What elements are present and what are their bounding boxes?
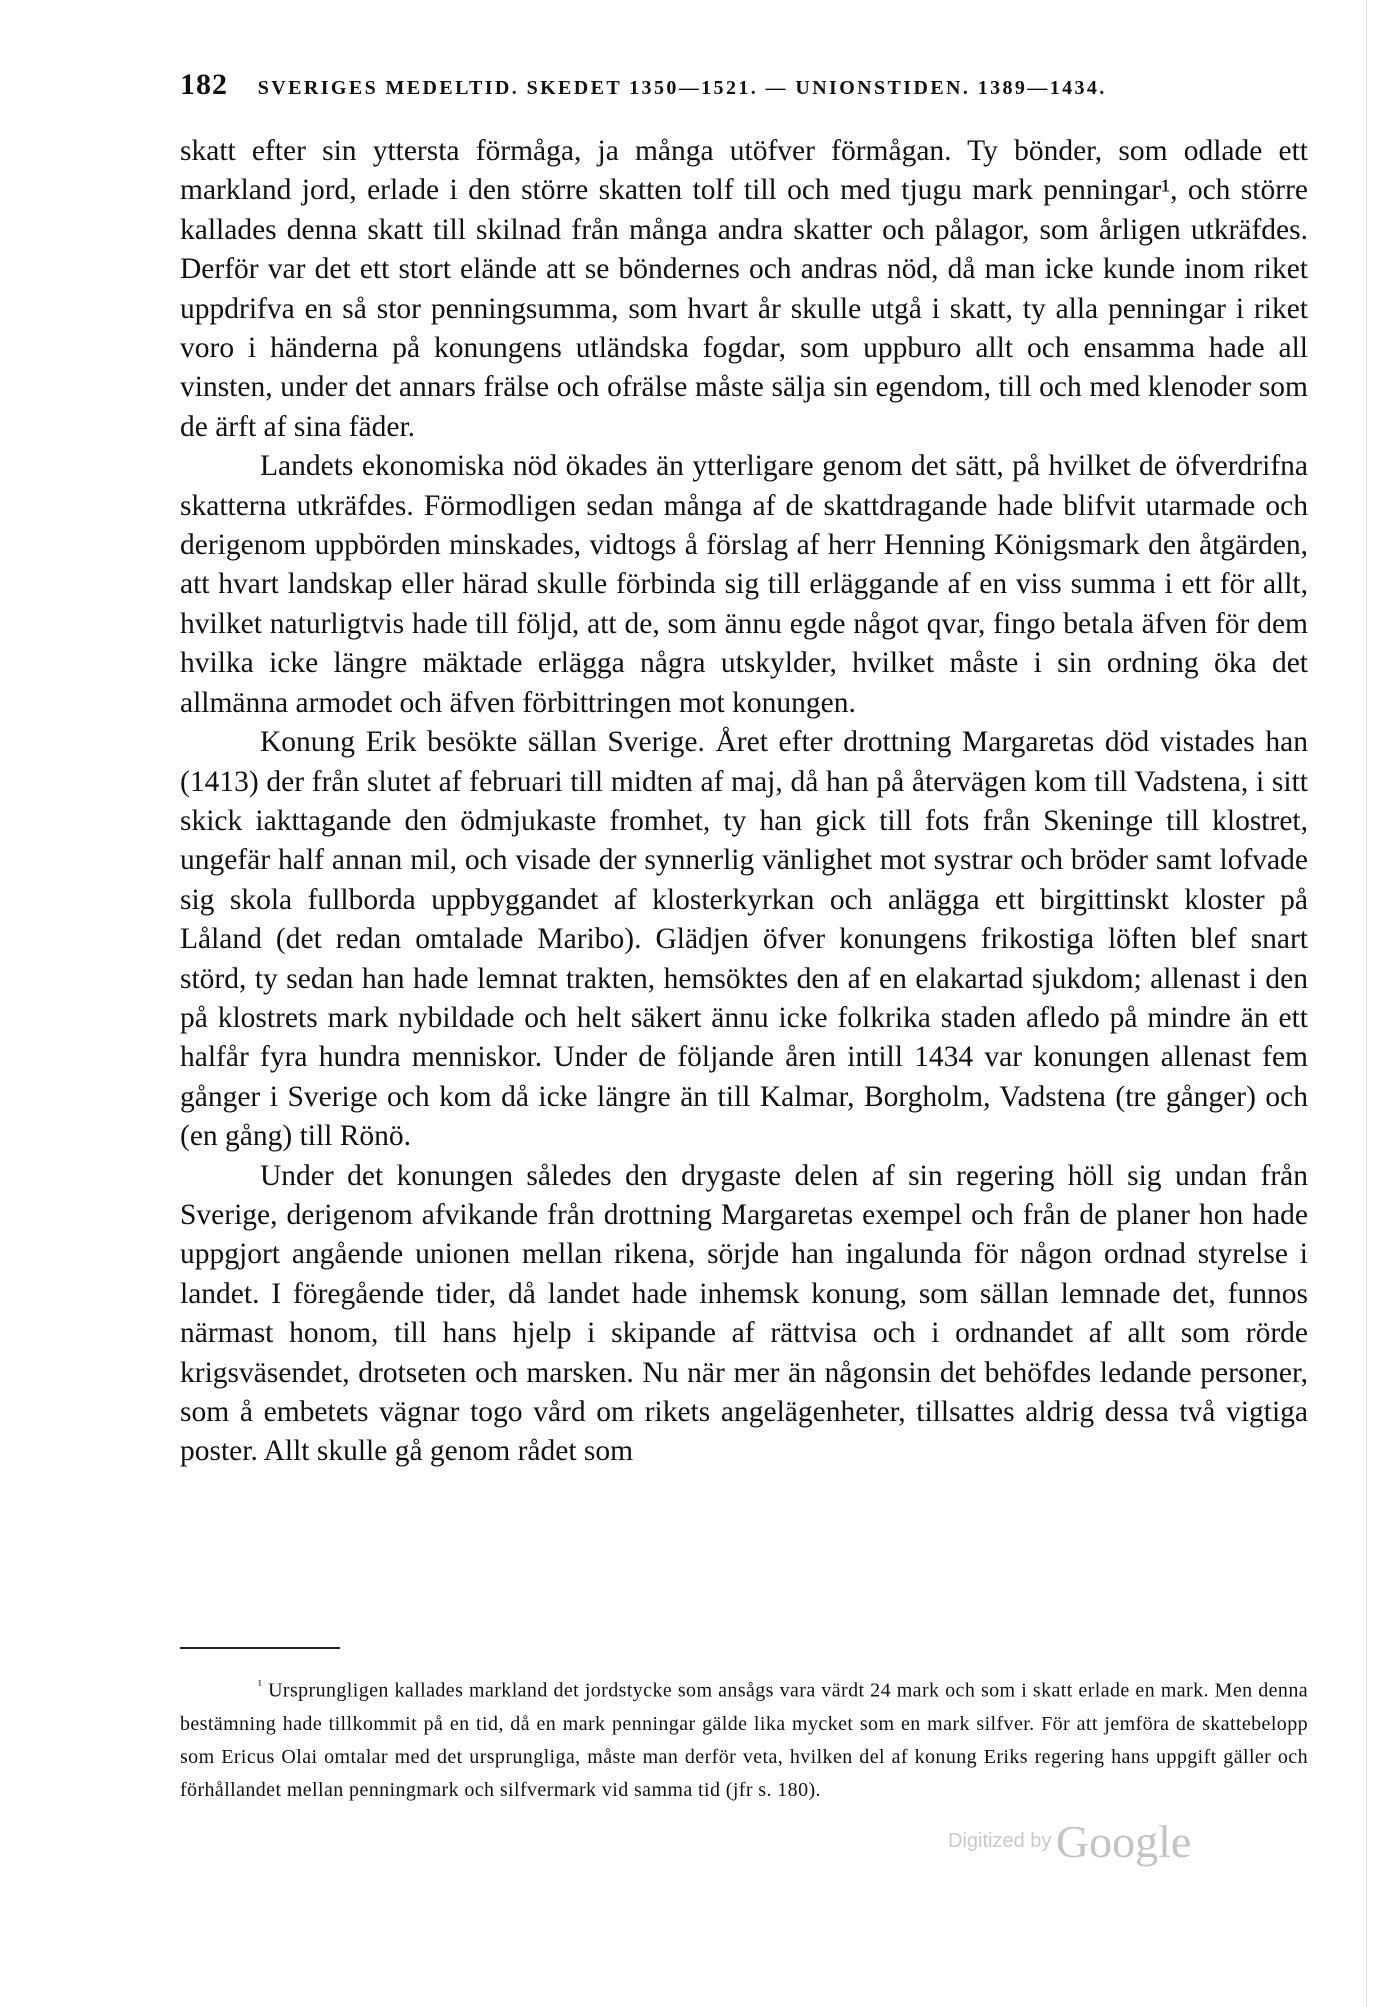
body-text xyxy=(180,132,1308,1472)
footnote-divider xyxy=(180,1647,340,1649)
footnotes xyxy=(180,1668,1308,1807)
paragraph-1: skatt efter sin yttersta förmåga, ja många utöfver förmågan. Ty bönder, som odlade ett markland jord, erlade i den större skatten tolf till och med tjugu mark penningar¹, och större kallades denna skatt till skilnad från många andra skatter och pålagor, som årligen utkräfdes. Derför var det ett stort elände att se böndernes och andras nöd, då man icke kunde inom riket uppdrifva en så stor penningsumma, som hvart år skulle utgå i skatt, ty alla penningar i riket voro i händerna på konungens utländska fogdar, som uppburo allt och ensamma hade all vinsten, under det annars frälse och ofrälse måste sälja sin egendom, till och med klenoder som de ärft af sina fäder. xyxy=(180,135,1308,443)
paragraph-3: Konung Erik besökte sällan Sverige. Året efter drottning Margaretas död vistades han (1413) der från slutet af februari till midten af maj, då han på återvägen kom till Vadstena, i sitt skick iakttagande den ödmjukaste fromhet, ty han gick till fots från Skeninge till klostret, ungefär half annan mil, och visade der synnerlig vänlighet mot systrar och bröder samt lofvade sig skola fullborda uppbyggandet af klosterkyrkan och anlägga ett birgittinskt kloster på Låland (det redan omtalade Maribo). Glädjen öfver konungens frikostiga löften blef snart störd, ty sedan han hade lemnat trakten, hemsöktes den af en elakartad sjukdom; allenast i den på klostrets mark nybildade och helt säkert ännu icke folkrika staden afledo på mindre än ett halfår fyra hundra menniskor. Under de följande åren intill 1434 var konungen allenast fem gånger i Sverige och kom då icke längre än till Kalmar, Borgholm, Vadstena (tre gånger) och (en gång) till Rönö. xyxy=(180,726,1308,1153)
google-logo: Google xyxy=(1055,1816,1192,1867)
page-number: 182 xyxy=(180,68,228,101)
running-header xyxy=(180,68,1310,108)
digitized-by-label: Digitized by xyxy=(948,1830,1052,1852)
footnote-marker: ¹ xyxy=(258,1677,263,1692)
footnote-1 xyxy=(180,1668,1308,1807)
footnote-text: Ursprungligen kallades markland det jordstycke som ansågs vara värdt 24 mark och som i skatt erlade en mark. Men denna bestämning hade tillkommit på en tid, då en mark penningar gälde lika mycket som en mark silfver. För att jemföra de skattebelopp som Ericus Olai omtalar med det ursprungliga, måste man derför veta, hvilken del af konung Eriks regering hans uppgift gäller och förhållandet mellan penningmark och silfvermark vid samma tid (jfr s. 180). xyxy=(180,1679,1309,1801)
paragraph-2: Landets ekonomiska nöd ökades än ytterligare genom det sätt, på hvilket de öfverdrifna skatterna utkräfdes. Förmodligen sedan många af de skattdragande hade blifvit utarmade och derigenom uppbörden minskades, vidtogs å förslag af herr Henning Königsmark den åtgärden, att hvart landskap eller härad skulle förbinda sig till erläggande af en viss summa i ett för allt, hvilket naturligtvis hade till följd, att de, som ännu egde något qvar, fingo betala äfven för dem hvilka icke längre mäktade erlägga några utskylder, hvilket måste i sin ordning öka det allmänna armodet och äfven förbittringen mot konungen. xyxy=(180,450,1308,719)
paragraph-4: Under det konungen således den drygaste delen af sin regering höll sig undan från Sverige, derigenom afvikande från drottning Margaretas exempel och från de planer hon hade uppgjort angående unionen mellan rikena, sörjde han ingalunda för någon ordnad styrelse i landet. I föregående tider, då landet hade inhemsk konung, som sällan lemnade det, funnos närmast honom, till hans hjelp i skipande af rättvisa och i ordnandet af allt som rörde krigsväsendet, drotseten och marsken. Nu när mer än någonsin det behöfdes ledande personer, som å embetets vägnar togo vård om rikets angelägenheter, tillsattes aldrig dessa två vigtiga poster. Allt skulle gå genom rådet som xyxy=(180,1159,1308,1468)
digitized-watermark xyxy=(948,1815,1238,1875)
page-edge-line xyxy=(1366,0,1367,2007)
running-title: SVERIGES MEDELTID. SKEDET 1350—1521. — UNIONSTIDEN. 1389—1434. xyxy=(257,77,1107,99)
